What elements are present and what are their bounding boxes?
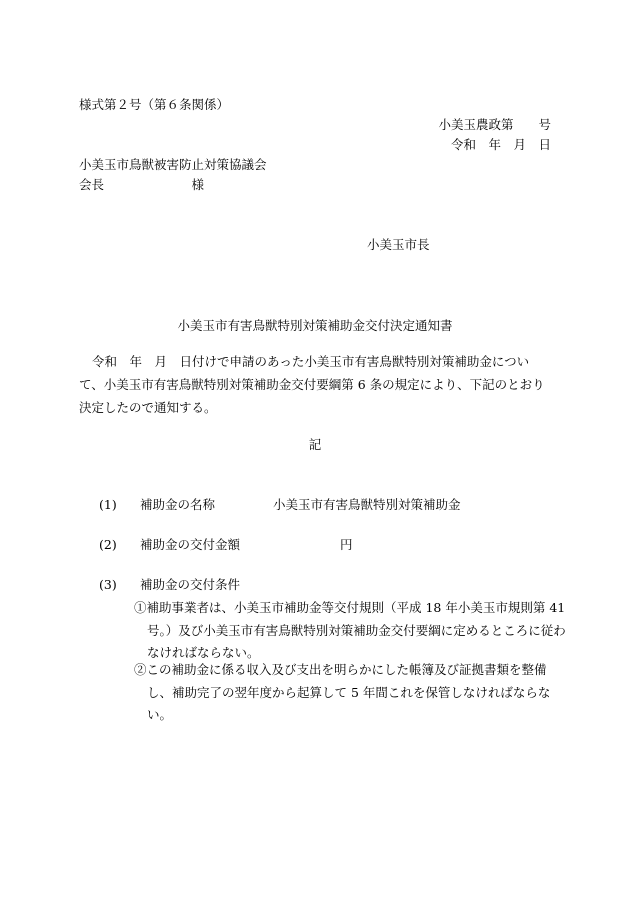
item-3-number: (3) (99, 577, 117, 592)
item-2-value: 円 (340, 537, 353, 552)
item-3-label: 補助金の交付条件 (140, 577, 241, 592)
recipient-title: 会長 様 (79, 177, 205, 192)
condition-2: ②この補助金に係る収入及び支出を明らかにした帳簿及び証拠書類を整備し、補助完了の翌年度から起算して 5 年間これを保管しなければならない。 (134, 662, 551, 722)
item-1-number: (1) (99, 497, 117, 512)
recipient-organization: 小美玉市鳥獣被害防止対策協議会 (79, 157, 267, 172)
item-2-label: 補助金の交付金額 (140, 537, 241, 552)
ki-heading: 記 (308, 437, 322, 452)
item-2-number: (2) (99, 537, 117, 552)
document-number: 小美玉農政第 号 (438, 117, 551, 132)
issuer-name: 小美玉市長 (367, 237, 430, 252)
issue-date: 令和 年 月 日 (450, 137, 551, 152)
body-paragraph: 令和 年 月 日付けで申請のあった小美玉市有害鳥獣特別対策補助金について、小美玉市有害鳥獣特別対策補助金交付要綱第 6 条の規定により、下記のとおり決定したので通知する。 (79, 354, 545, 415)
item-1-value: 小美玉市有害鳥獣特別対策補助金 (273, 497, 461, 512)
condition-1: ①補助事業者は、小美玉市補助金等交付規則（平成 18 年小美玉市規則第 41 号。）及び小美玉市有害鳥獣特別対策補助金交付要綱に定めるところに従わなければならない。 (134, 600, 566, 660)
item-1-label: 補助金の名称 (140, 497, 216, 512)
form-identifier: 様式第２号（第６条関係） (79, 97, 230, 112)
document-title: 小美玉市有害鳥獣特別対策補助金交付決定通知書 (177, 318, 453, 333)
